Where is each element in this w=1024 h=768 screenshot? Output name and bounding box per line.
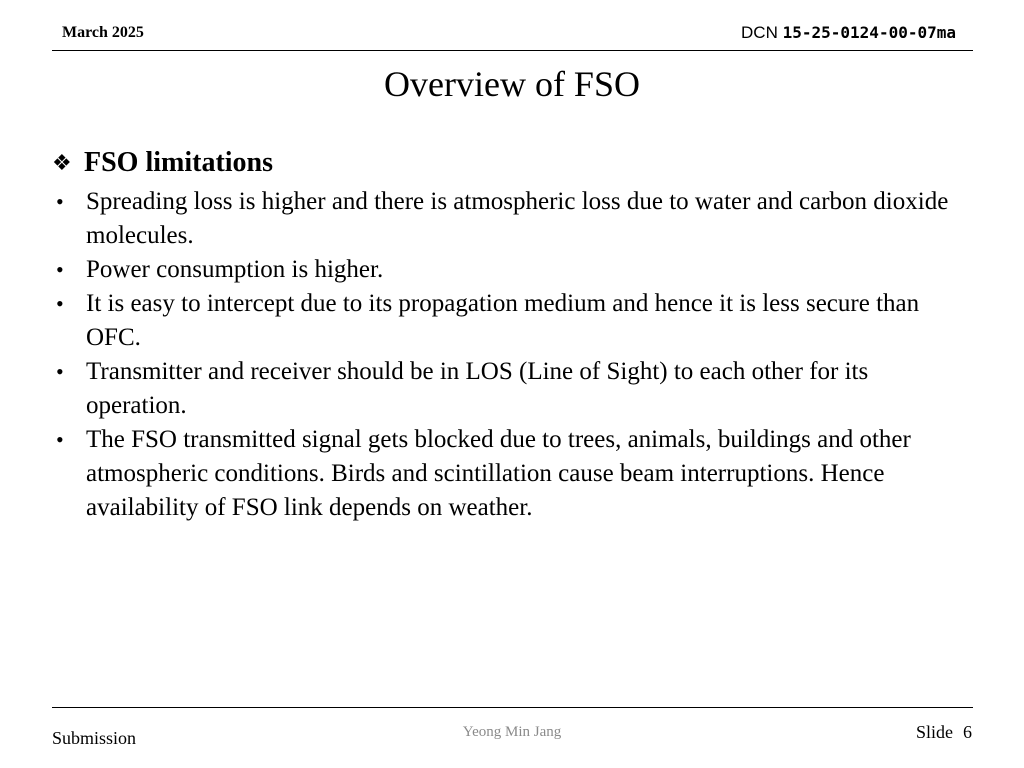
- list-item-text: Transmitter and receiver should be in LOS (Line of Sight) to each other for its operation.: [86, 358, 869, 419]
- list-item-text: The FSO transmitted signal gets blocked due to trees, animals, buildings and other atmospheric conditions. Birds and scintillation cause beam interruptions. Hence availability of FSO link depends on weather.: [86, 426, 911, 521]
- header-date: March 2025: [62, 24, 144, 41]
- list-item-text: It is easy to intercept due to its propagation medium and hence it is less secure than OFC.: [86, 290, 920, 351]
- footer-author: Yeong Min Jang: [462, 724, 562, 740]
- section-heading: [52, 145, 972, 181]
- list-item: [52, 287, 972, 355]
- bullet-icon: •: [56, 427, 64, 452]
- header-divider: [52, 50, 973, 51]
- slide-label: Slide: [915, 722, 953, 742]
- footer-divider: [52, 707, 973, 708]
- list-item-text: Spreading loss is higher and there is atmospheric loss due to water and carbon dioxide molecules.: [86, 188, 949, 249]
- bullet-list: [52, 185, 972, 525]
- dcn-number: 15-25-0124-00-07ma: [782, 23, 956, 42]
- list-item: [52, 185, 972, 253]
- footer-submission: Submission: [52, 728, 137, 748]
- footer-slide: [916, 722, 972, 743]
- slide-content: [52, 145, 972, 525]
- list-item: [52, 253, 972, 287]
- diamond-icon: ❖: [52, 150, 72, 175]
- section-heading-text: FSO limitations: [84, 147, 274, 178]
- slide-number: 6: [963, 722, 972, 742]
- dcn-label: DCN: [741, 23, 778, 42]
- bullet-icon: •: [56, 257, 64, 282]
- bullet-icon: •: [56, 291, 64, 316]
- header-dcn: [741, 23, 956, 43]
- bullet-icon: •: [56, 359, 64, 384]
- bullet-icon: •: [56, 189, 64, 214]
- list-item-text: Power consumption is higher.: [86, 256, 384, 283]
- list-item: [52, 355, 972, 423]
- slide-title: Overview of FSO: [384, 64, 640, 104]
- list-item: [52, 423, 972, 525]
